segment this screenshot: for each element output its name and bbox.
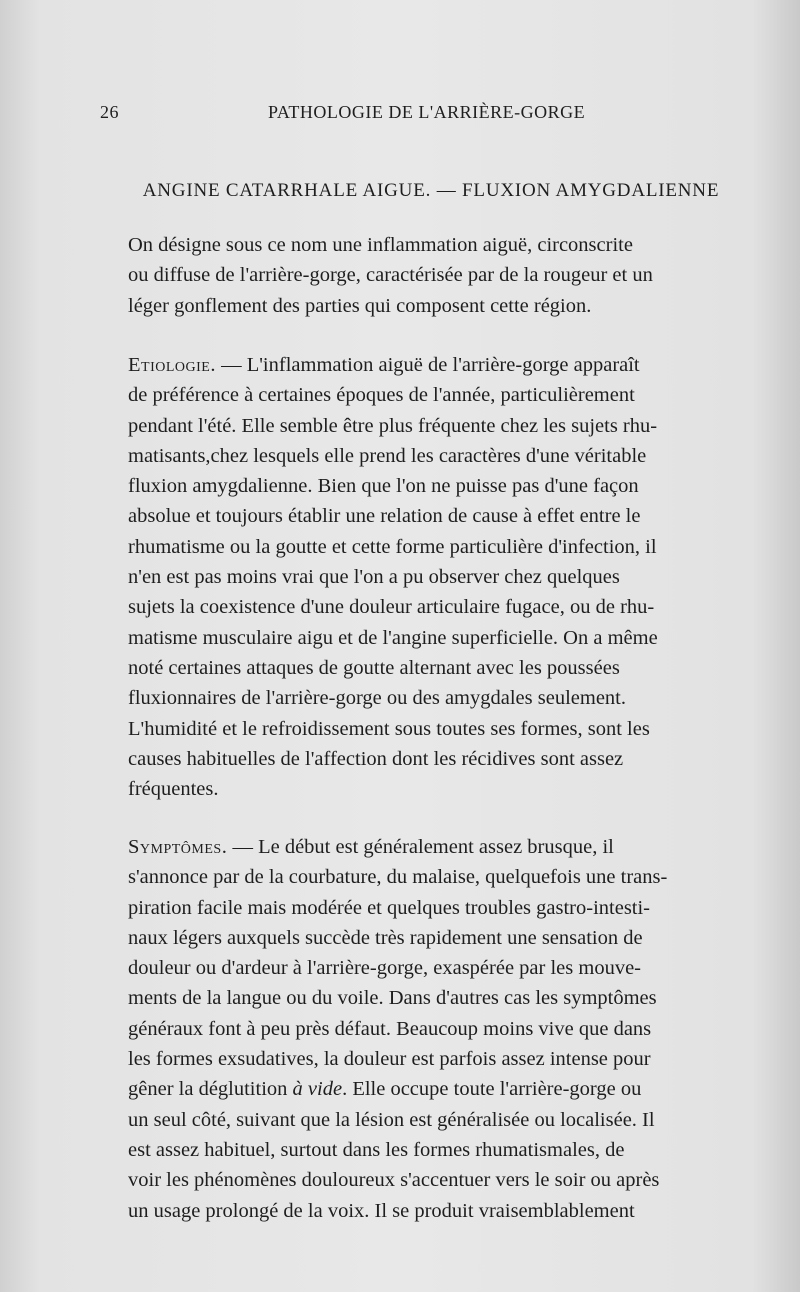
text-line: léger gonflement des parties qui composent cette région. bbox=[128, 294, 592, 317]
text-line: On désigne sous ce nom une inflammation aiguë, circonscrite bbox=[128, 234, 633, 256]
text-line: matisme musculaire aigu et de l'angine superficielle. On a même bbox=[128, 626, 658, 649]
text-line bbox=[106, 350, 762, 380]
text-line bbox=[106, 832, 762, 862]
text-line: piration facile mais modérée et quelques troubles gastro-intesti- bbox=[128, 896, 651, 919]
text-line: fluxionnaires de l'arrière-gorge ou des amygdales seulement. bbox=[128, 687, 626, 710]
text-line: L'humidité et le refroidissement sous toutes ses formes, sont les bbox=[128, 717, 650, 740]
running-head bbox=[100, 102, 620, 128]
text-line: les formes exsudatives, la douleur est parfois assez intense pour bbox=[128, 1048, 651, 1071]
text-line: absolue et toujours établir une relation de cause à effet entre le bbox=[128, 505, 641, 528]
text-line: causes habituelles de l'affection dont les récidives sont assez bbox=[128, 747, 624, 770]
text-line: rhumatisme ou la goutte et cette forme particulière d'infection, il bbox=[128, 535, 657, 558]
deglutition-before: gêner la déglutition bbox=[128, 1078, 293, 1101]
text-line: ments de la langue ou du voile. Dans d'autres cas les symptômes bbox=[128, 987, 657, 1010]
text-line: s'annonce par de la courbature, du malaise, quelquefois une trans- bbox=[128, 866, 668, 889]
running-title: PATHOLOGIE DE L'ARRIÈRE-GORGE bbox=[268, 102, 586, 122]
text-line: n'en est pas moins vrai que l'on a pu observer chez quelques bbox=[128, 566, 620, 589]
deglutition-after: . Elle occupe toute l'arrière-gorge ou bbox=[342, 1078, 642, 1101]
etiologie-heading: Etiologie. bbox=[128, 354, 216, 376]
chapter-title: ANGINE CATARRHALE AIGUE. — FLUXION AMYGDALIENNE bbox=[142, 180, 720, 201]
symptomes-heading: Symptômes. bbox=[128, 836, 228, 858]
text-line: douleur ou d'ardeur à l'arrière-gorge, exaspérée par les mouve- bbox=[128, 957, 642, 980]
text-line: de préférence à certaines époques de l'année, particulièrement bbox=[128, 384, 635, 407]
text-line: naux légers auxquels succède très rapidement une sensation de bbox=[128, 926, 643, 949]
text-line: pendant l'été. Elle semble être plus fréquente chez les sujets rhu- bbox=[128, 414, 658, 437]
text-line: fluxion amygdalienne. Bien que l'on ne puisse pas d'une façon bbox=[128, 475, 639, 498]
text-line: un usage prolongé de la voix. Il se produit vraisemblablement bbox=[128, 1199, 635, 1222]
text-line: généraux font à peu près défaut. Beaucoup moins vive que dans bbox=[128, 1017, 652, 1040]
italic-phrase: à vide bbox=[292, 1078, 343, 1101]
intro-paragraph bbox=[106, 230, 762, 321]
text-line: est assez habituel, surtout dans les formes rhumatismales, de bbox=[128, 1138, 625, 1161]
etiologie-first-line: — L'inflammation aiguë de l'arrière-gorge apparaît bbox=[215, 354, 640, 376]
text-line: sujets la coexistence d'une douleur articulaire fugace, ou de rhu- bbox=[128, 596, 655, 619]
text-line: voir les phénomènes douloureux s'accentuer vers le soir ou après bbox=[128, 1169, 660, 1192]
text-line: matisants,chez lesquels elle prend les caractères d'une véritable bbox=[128, 444, 647, 467]
etiologie-paragraph bbox=[106, 350, 762, 804]
text-line: un seul côté, suivant que la lésion est généralisée ou localisée. Il bbox=[128, 1108, 655, 1131]
page-number: 26 bbox=[100, 102, 119, 122]
text-line: noté certaines attaques de goutte alternant avec les poussées bbox=[128, 656, 620, 679]
text-line bbox=[106, 1074, 762, 1104]
symptomes-paragraph bbox=[106, 832, 762, 1226]
text-line: fréquentes. bbox=[128, 778, 219, 801]
symptomes-first-line: — Le début est généralement assez brusque, il bbox=[227, 836, 614, 858]
text-line: ou diffuse de l'arrière-gorge, caractérisée par de la rougeur et un bbox=[128, 264, 653, 287]
